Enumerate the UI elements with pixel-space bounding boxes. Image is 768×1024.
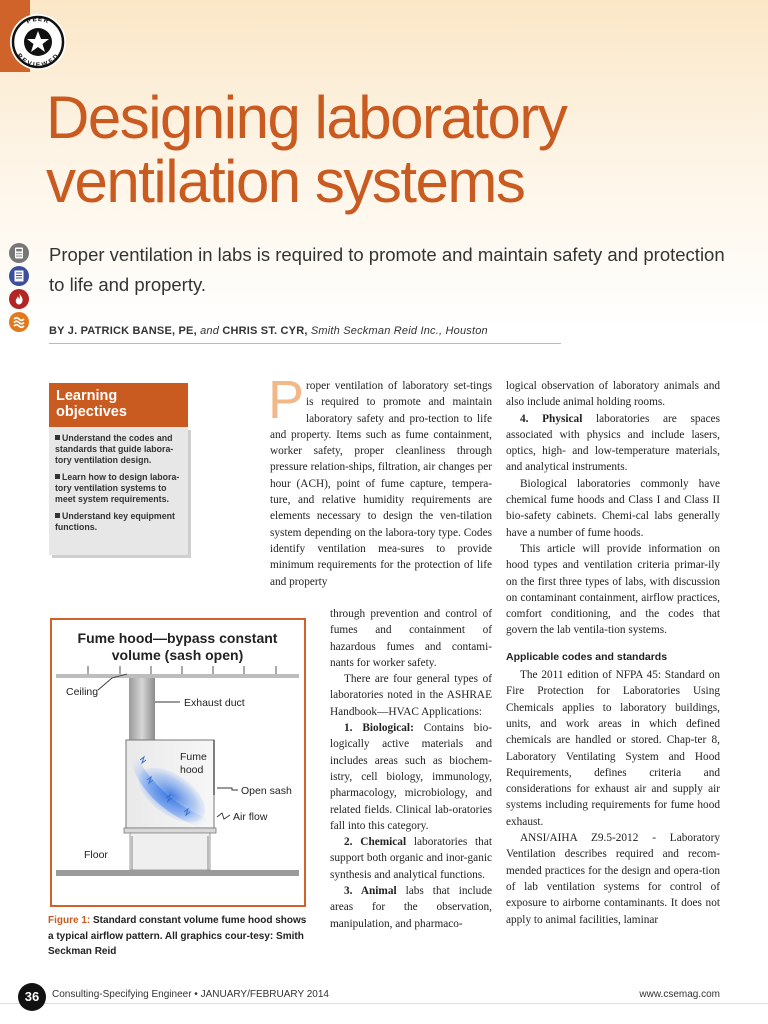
label-hood: hood [180,764,204,776]
page-number: 36 [18,983,46,1011]
paragraph-intro-continued: through prevention and control of fumes and containment of hazardous fumes and contami-nants for worker safety. [330,608,492,669]
physical-label: 4. Physical [520,412,583,425]
paragraph-biological [330,720,492,834]
label-exhaust-duct: Exhaust duct [184,697,245,709]
byline-divider [49,343,561,344]
footer-publication: Consulting-Specifying Engineer • JANUARY/FEBRUARY 2014 [52,989,329,1000]
floor [56,870,299,876]
bullet-icon [55,435,60,440]
exhaust-duct [129,678,155,740]
biological-label: 1. Biological: [344,722,414,735]
paragraph-chemical [330,834,492,883]
section-heading: Applicable codes and standards [506,650,668,663]
figure-title-line-1: Fume hood—bypass constant [77,630,278,646]
author-2: CHRIS ST. CYR, [222,325,308,337]
label-ceiling: Ceiling [66,686,99,698]
article-title [46,86,746,214]
learning-objectives-box [49,383,188,555]
svg-text:REVIEWED: REVIEWED [15,52,61,70]
animal-text: labs that include areas for the observation, manipulation, and pharmaco- [330,885,492,930]
paragraph-animal [330,883,492,932]
label-fume: Fume [180,751,207,763]
label-floor: Floor [84,849,108,861]
bullet-icon [55,474,60,479]
body-column-2 [506,378,720,928]
base-cabinet [130,833,210,870]
paragraph-hoods: Biological laboratories commonly have chemical fume hoods and Class I and Class II bio-safety cabinets. Chemi-cal labs generally have a number of fume hoods. [506,477,720,539]
paragraph-nfpa: The 2011 edition of NFPA 45: Standard on Fire Protection for Laboratories Using Chemicals applies to laboratory buildings, units, and work areas in which defined chemicals are handled or stored. Chap-ter 8, Laboratory Ventilating System and Hood Requirements, defines criteria and considerations for exhaust air and supply air systems including requirements for fume hood exhaust. [506,669,720,828]
caption-label: Figure 1: [48,915,91,926]
document-icon [9,266,29,286]
byline-prefix: BY [49,325,68,337]
figure-caption [48,913,310,960]
article-subtitle: Proper ventilation in labs is required to promote and maintain safety and protection to life and property. [49,244,725,295]
objective-text: Understand the codes and standards that guide labora-tory ventilation design. [55,433,174,465]
work-surface [124,828,216,833]
paragraph-ansi: ANSI/AIHA Z9.5-2012 - Laboratory Ventilation describes required and recom-mended practices for the design and opera-tion of lab ventilation systems for control of exposure to airborne contaminants. It does not apply to animal facilities, laminar [506,832,720,926]
duct-icon [9,312,29,332]
chemical-text: laboratories that support both organic and inor-ganic synthesis and analytical functions. [330,836,492,881]
label-air-flow: Air flow [233,811,268,823]
label-open-sash: Open sash [241,785,292,797]
learning-objectives-heading: Learning objectives [49,383,188,427]
fume-hood-diagram [52,620,303,904]
paragraph-article-scope: This article will provide information on hood types and ventilation criteria primar-ily on the first three types of labs, with discussion on contaminant containment, airflow practices, comfort conditioning, and the codes that govern the lab ventila-tion systems. [506,542,720,637]
ceiling-rail [56,674,299,678]
figure-fume-hood [50,618,306,907]
paragraph-physical [506,411,720,476]
list-item [55,511,182,533]
paragraph-lab-types: There are four general types of laboratories noted in the ASHRAE Handbook—HVAC Applications: [330,673,492,718]
objective-text: Understand key equipment functions. [55,511,175,532]
side-icon-column [9,243,33,335]
byline-and: and [196,325,223,337]
biological-text: Contains bio-logically active materials and includes areas such as biochem-istry, cell biology, immunology, pharmacology, microbiology, and related fields. Clinical lab-oratories fall into this category. [330,722,493,832]
figure-title-line-2: volume (sash open) [111,647,244,663]
body-column-1 [268,370,492,590]
list-item [55,472,182,505]
byline [49,325,569,337]
list-item [55,433,182,466]
svg-text:PEER: PEER [25,15,51,26]
calculator-icon [9,243,29,263]
bullet-icon [55,513,60,518]
body-column-1-continued [330,606,492,932]
paragraph-intro [268,370,492,590]
peer-reviewed-badge [8,12,68,72]
animal-label: 3. Animal [344,885,397,898]
caption-text: Standard constant volume fume hood shows a typical airflow pattern. All graphics cour-tesy: Smith Seckman Reid [48,915,307,957]
footer-divider [0,1003,768,1004]
drop-cap: P [268,370,305,430]
title-line-2: ventilation systems [46,148,525,215]
ceiling-hangers [88,666,276,674]
affiliation: Smith Seckman Reid Inc., Houston [307,325,488,337]
title-line-1: Designing laboratory [46,84,567,151]
fire-icon [9,289,29,309]
chemical-label: 2. Chemical [344,836,407,849]
intro-text: roper ventilation of laboratory set-tings is required to promote and maintain laboratory safety and pro-tection to life and property. Items such as fume containment, worker safety, proper cleanliness through pressure relation-ships, filtration, air changes per hour (ACH), point of fume capture, tempera-ture, and relative humidity requirements are elements necessary to design the ven-tilation system depending on the labora-tory type. Codes identify ventilation mea-sures to provide minimum requirements for the protection of life and property [270,380,492,588]
objective-text: Learn how to design labora-tory ventilation systems to meet system requirements. [55,472,180,504]
physical-text: laboratories are spaces associated with physics and include lasers, optics, high- and low-temperature materials, and analytical instruments. [506,412,720,474]
footer-url[interactable]: www.csemag.com [639,989,720,1000]
author-1: J. PATRICK BANSE, PE, [67,325,197,337]
paragraph-animal-continued: logical observation of laboratory animals and also include animal holding rooms. [506,380,720,409]
learning-objectives-list [49,427,188,555]
